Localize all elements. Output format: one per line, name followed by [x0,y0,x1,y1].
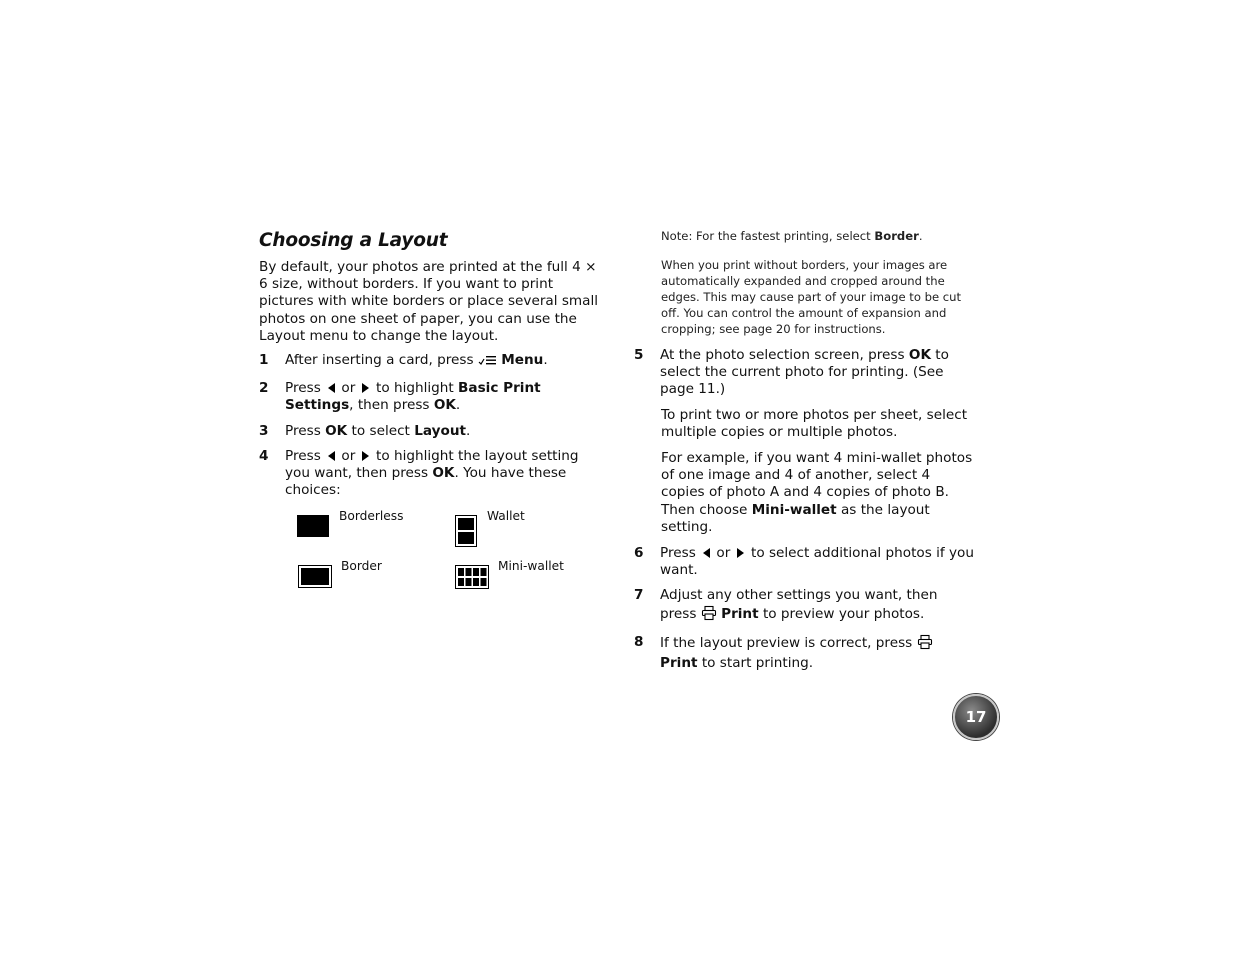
step-5-sub-2 [661,450,974,536]
print-label: Print [721,605,759,622]
step-text [285,423,604,440]
step-text-part: After inserting a card, press [285,352,478,369]
menu-list-icon [478,354,497,372]
section-title: Choosing a Layout [259,230,448,251]
step-text-part: At the photo selection screen, press [660,347,909,363]
note-borderless-cropping: When you print without borders, your images are automatically expanded and cropped around the edges. This may cause part of your image to be cut off. You can control the amount of expansion and cropping; see page 20 for instructions. [661,258,962,336]
step-4 [259,448,604,500]
ok-label: OK [432,465,455,482]
border-layout-icon [298,565,332,588]
page-number-badge: 17 [953,694,999,740]
step-text-part: . [455,397,461,414]
right-arrow-icon [362,451,369,461]
step-text [285,448,604,500]
step-text-part: to highlight [371,380,459,397]
step-text-part: Press [285,447,326,464]
border-label: Border [341,559,382,574]
step-text-part: For example, if you want 4 mini-wallet photos of one image and 4 of another, select 4 copies of photo A and 4 copies of photo B. Then choose [661,450,973,518]
step-text-part: to select the current photo for printing. (See page 11.) [660,347,949,398]
step-7 [634,587,974,625]
print-label: Print [660,655,698,672]
ok-label: OK [325,422,348,439]
step-text-part: . [543,352,548,369]
basic-print-settings-label: Basic Print Settings [285,380,541,414]
step-number: 4 [259,447,269,464]
step-text [285,352,604,372]
mini-wallet-bold: Mini-wallet [751,501,837,518]
step-6 [634,545,974,579]
note-text: . [918,229,923,243]
note-text: Note: For the fastest printing, select [661,229,875,243]
borderless-layout-icon [297,515,329,537]
step-3 [259,423,604,440]
layout-choices [259,509,604,599]
left-arrow-icon [328,383,335,393]
ok-label: OK [908,347,931,363]
step-text-part: to select [347,422,415,439]
step-number: 2 [259,380,269,397]
printer-icon [917,634,933,655]
intro-paragraph: By default, your photos are printed at the full 4 × 6 size, without borders. If you want to print pictures with white borders or place several small photos on one sheet of paper, you can use the Layout menu to change the layout. [259,259,599,344]
step-text-part: or [712,545,735,562]
right-arrow-icon [737,548,744,558]
step-text-part: , then press [349,397,434,414]
step-2 [259,380,604,414]
step-text-part: to highlight the layout setting you want, then press [285,447,579,482]
note-fastest-printing [661,228,974,244]
step-1 [259,352,604,372]
step-number: 1 [259,352,269,369]
step-text-part: . You have these choices: [285,465,567,499]
ok-label: OK [433,397,456,414]
borderless-label: Borderless [339,509,404,524]
step-text-part: Press [285,422,326,439]
mini-wallet-layout-icon [455,565,489,589]
step-number: 5 [634,347,644,363]
layout-label: Layout [414,422,466,439]
left-arrow-icon [328,451,335,461]
step-text [660,587,974,625]
wallet-label: Wallet [487,509,525,524]
mini-wallet-label: Mini-wallet [498,559,564,574]
border-label: Border [874,229,919,243]
step-text [660,634,974,672]
step-text-part: as the layout setting. [661,501,930,535]
step-text-part: Adjust any other settings you want, then press [660,587,938,622]
step-text-part: Press [285,380,326,397]
step-text-part: or [337,380,360,397]
step-number: 3 [259,422,269,439]
step-text [285,380,604,414]
left-arrow-icon [703,548,710,558]
menu-label: Menu [501,352,544,369]
right-arrow-icon [362,383,369,393]
left-column [259,228,604,599]
step-text-part: to start printing. [697,655,814,672]
step-text-part: Press [660,545,701,562]
step-text-part: If the layout preview is correct, press [660,634,917,651]
step-text-part: . [466,422,471,439]
printer-icon [701,605,717,626]
step-text-part: or [337,447,360,464]
wallet-layout-icon [455,515,477,547]
step-5-sub-1: To print two or more photos per sheet, select multiple copies or multiple photos. [661,406,968,440]
step-text-part: to select additional photos if you want. [660,545,974,579]
step-text [660,347,974,399]
right-column [634,228,974,680]
step-8 [634,634,974,672]
step-text [660,545,974,579]
step-text-part: to preview your photos. [758,605,925,622]
step-5 [634,347,974,399]
step-number: 7 [634,587,644,604]
step-number: 6 [634,545,644,562]
step-number: 8 [634,633,644,650]
